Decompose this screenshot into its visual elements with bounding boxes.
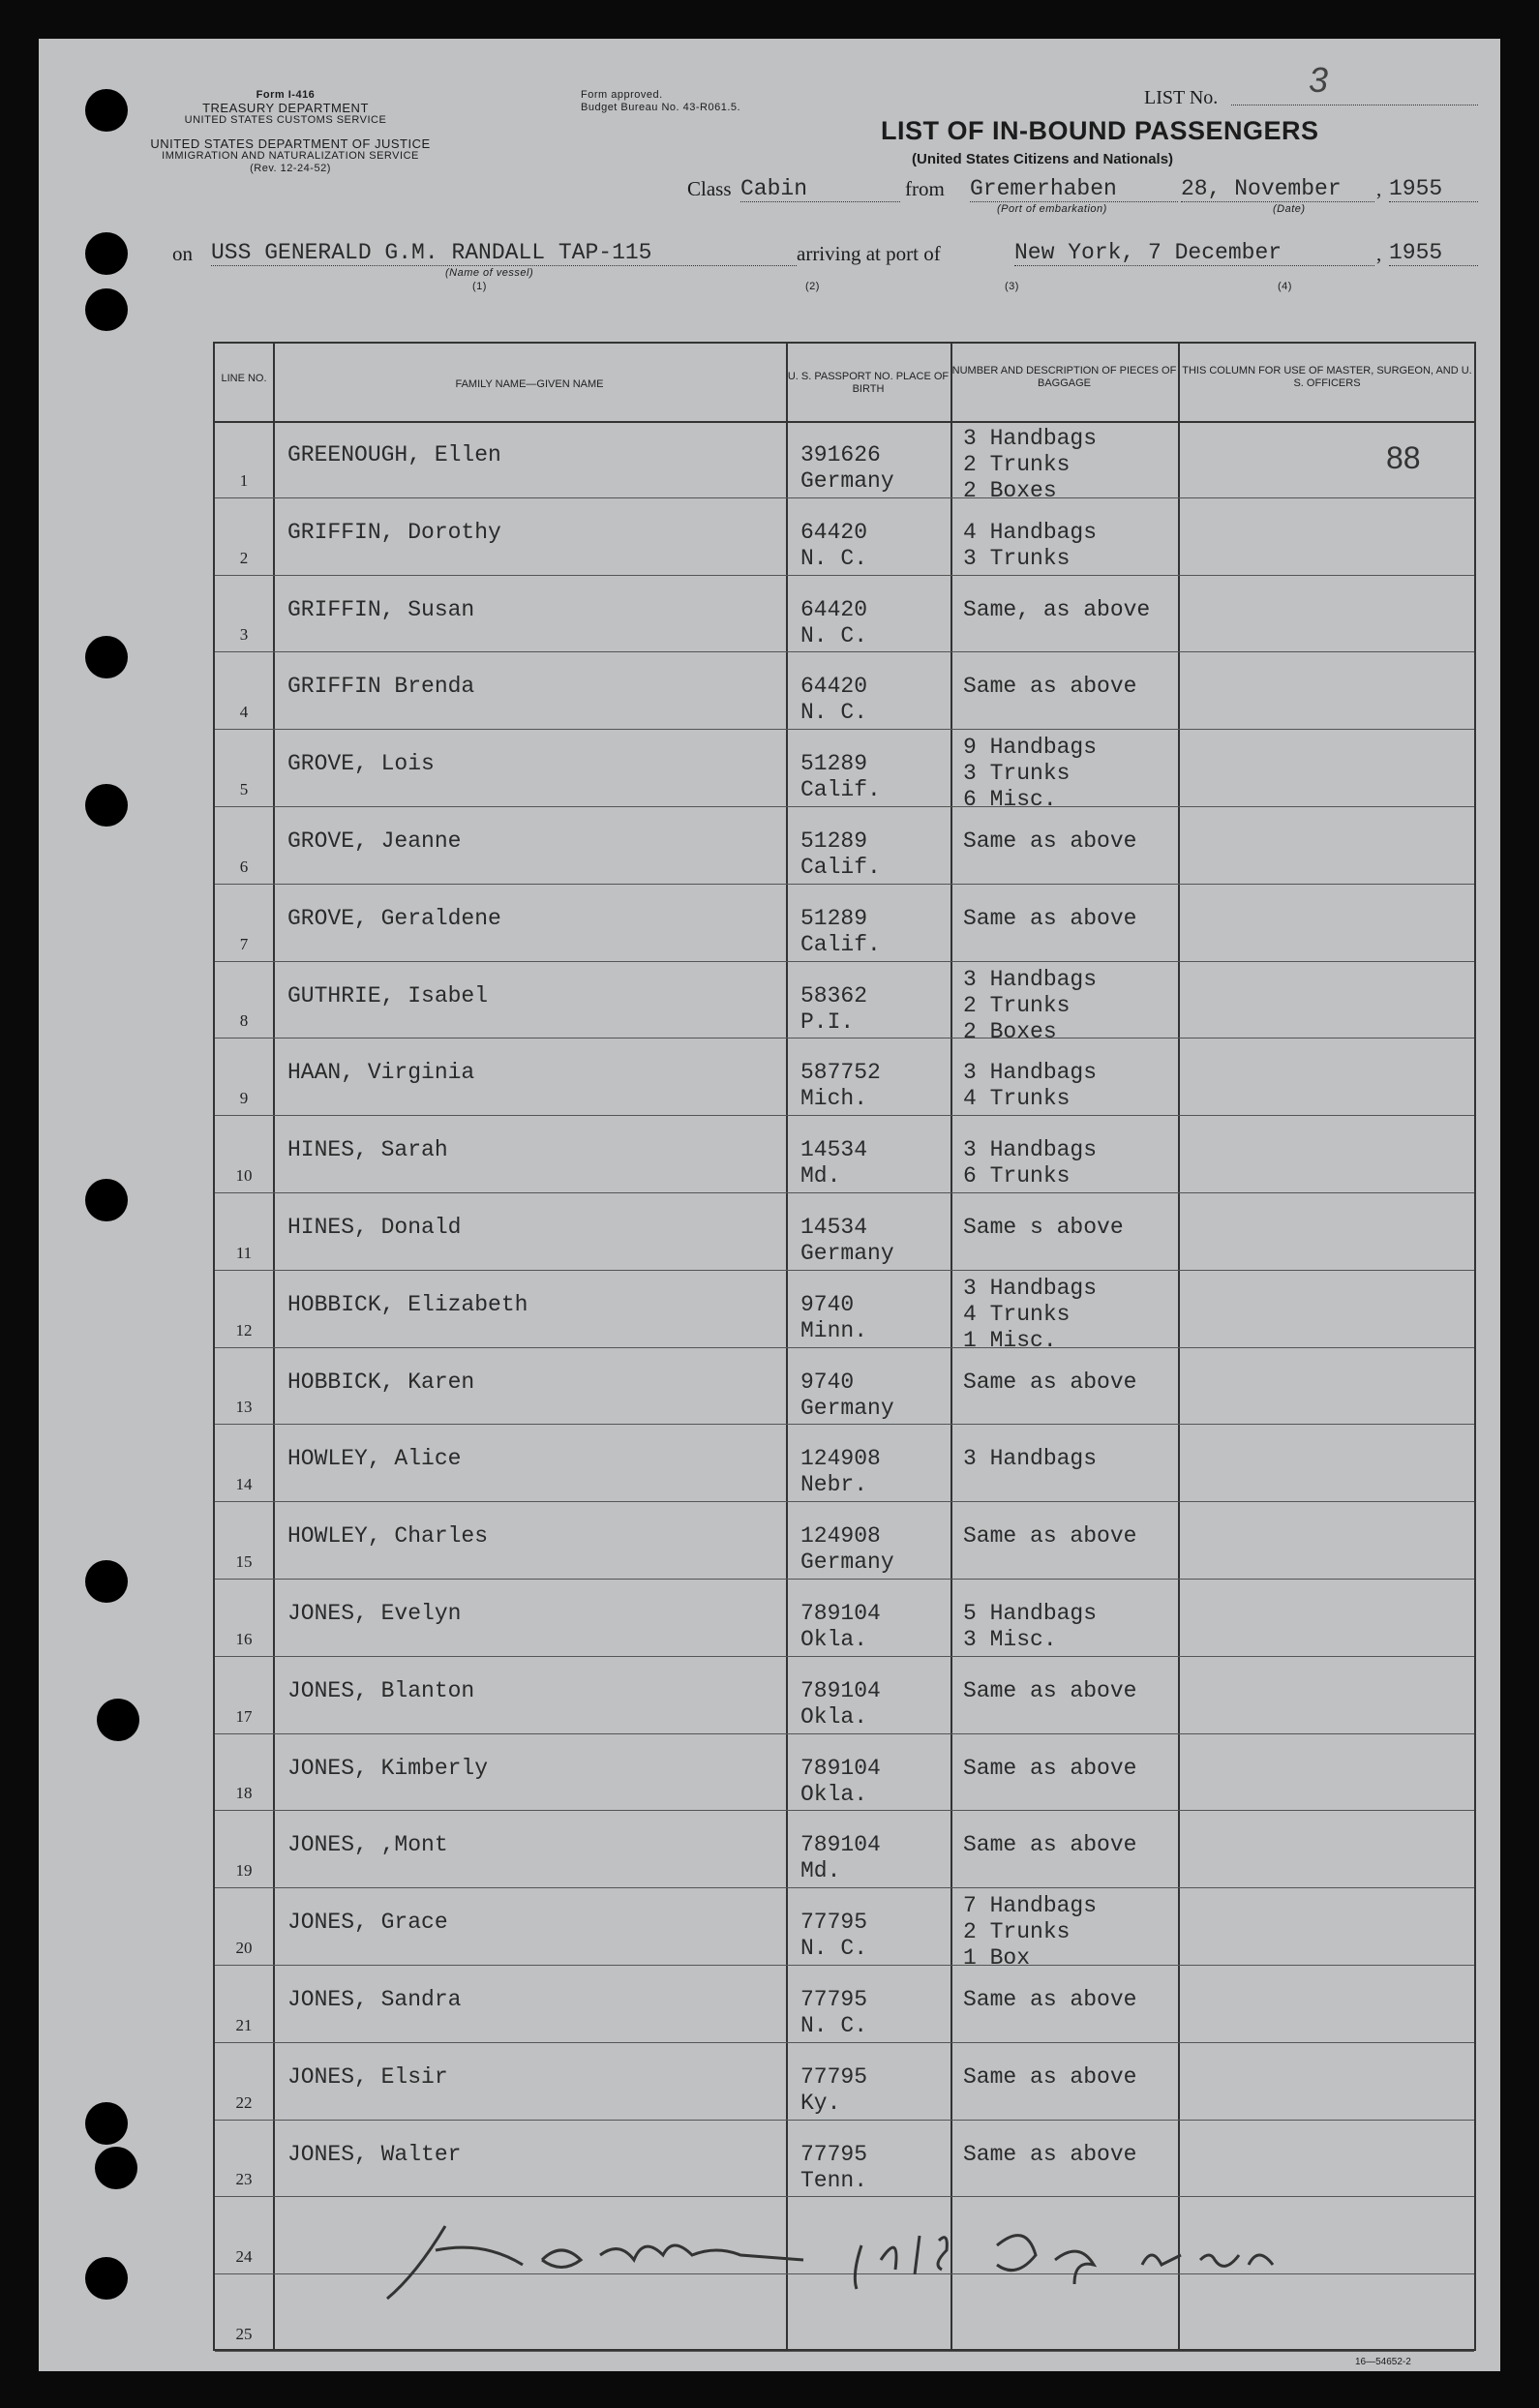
baggage-description — [963, 906, 1136, 932]
passport-birthplace — [800, 1601, 881, 1653]
table-row — [215, 1657, 1474, 1734]
passport-number: 77795 — [800, 2063, 868, 2090]
place-of-birth: Okla. — [800, 1627, 868, 1652]
document-subtitle: (United States Citizens and Nationals) — [912, 151, 1174, 167]
line-number: 15 — [235, 1551, 253, 1571]
line-number: 25 — [235, 2324, 253, 2343]
baggage-description — [963, 597, 1150, 623]
line-number: 16 — [235, 1629, 253, 1648]
baggage-description — [963, 735, 1097, 813]
passport-birthplace — [800, 1756, 881, 1808]
passport-number: 77795 — [800, 2141, 868, 2167]
passport-number: 14534 — [800, 1137, 868, 1163]
baggage-item: Same as above — [963, 1677, 1137, 1703]
line-number: 5 — [239, 779, 249, 798]
baggage-item: 2 Trunks — [963, 452, 1071, 477]
place-of-birth: Calif. — [800, 777, 881, 803]
passport-birthplace — [800, 751, 881, 803]
place-of-birth: N. C. — [800, 545, 868, 571]
line-number: 19 — [235, 1861, 253, 1881]
baggage-description — [963, 1370, 1136, 1396]
baggage-item: 4 Handbags — [963, 519, 1098, 545]
table-row — [215, 1425, 1474, 1502]
baggage-description — [963, 1523, 1136, 1550]
baggage-item: Same as above — [963, 905, 1137, 931]
baggage-item: 3 Handbags — [963, 1137, 1098, 1163]
place-of-birth: Minn. — [800, 1317, 868, 1343]
passport-number: 14534 — [800, 1215, 868, 1240]
line-number: 18 — [235, 1784, 253, 1803]
passport-birthplace — [800, 1292, 867, 1344]
place-of-birth: N. C. — [800, 1936, 868, 1962]
passenger-name: GROVE, Lois — [287, 751, 435, 777]
table-row — [215, 1580, 1474, 1657]
place-of-birth: Md. — [800, 1163, 841, 1189]
passport-birthplace — [800, 597, 867, 649]
table-row — [215, 1116, 1474, 1193]
col-index-2: (2) — [805, 281, 820, 292]
passenger-name: JONES, Elsir — [287, 2063, 448, 2090]
table-row — [215, 1193, 1474, 1271]
budget-bureau: Budget Bureau No. 43-R061.5. — [581, 102, 741, 113]
baggage-description — [963, 1678, 1136, 1704]
baggage-item: Same as above — [963, 1755, 1137, 1781]
print-code: 16—54652-2 — [1355, 2357, 1411, 2367]
line-number: 4 — [239, 703, 249, 722]
table-row — [215, 1888, 1474, 1972]
passport-birthplace — [800, 983, 867, 1036]
baggage-item: Same as above — [963, 674, 1137, 700]
passenger-name: HINES, Donald — [287, 1215, 462, 1240]
justice-department: UNITED STATES DEPARTMENT OF JUSTICE — [150, 136, 431, 151]
class-label: Class — [687, 177, 732, 200]
treasury-department: TREASURY DEPARTMENT — [202, 101, 369, 115]
table-row — [215, 1038, 1474, 1116]
passport-number: 64420 — [800, 596, 868, 622]
passenger-name: JONES, Walter — [287, 2141, 462, 2167]
passport-birthplace — [800, 442, 894, 495]
document-title: LIST OF IN-BOUND PASSENGERS — [881, 116, 1319, 145]
passenger-name: JONES, ,Mont — [287, 1832, 448, 1858]
baggage-item: Same as above — [963, 2141, 1137, 2167]
place-of-birth: Tenn. — [800, 2167, 868, 2193]
officer-signature — [377, 2207, 1442, 2313]
baggage-description — [963, 1987, 1136, 2013]
on-label: on — [172, 242, 193, 265]
passenger-name: GRIFFIN, Susan — [287, 596, 475, 622]
passport-birthplace — [800, 1910, 867, 1962]
baggage-item: Same as above — [963, 2063, 1137, 2090]
manifest-page — [39, 39, 1500, 2371]
place-of-birth: N. C. — [800, 700, 868, 726]
list-number-label: LIST No. — [1144, 87, 1219, 108]
baggage-item: 3 Handbags — [963, 1275, 1098, 1301]
place-of-birth: Nebr. — [800, 1472, 868, 1498]
passport-number: 789104 — [800, 1677, 881, 1703]
form-approved-block — [581, 89, 740, 114]
baggage-description — [963, 426, 1097, 504]
place-of-birth: Md. — [800, 1858, 841, 1884]
baggage-item: Same as above — [963, 1987, 1137, 2012]
baggage-item: 7 Handbags — [963, 1893, 1098, 1919]
form-revision: (Rev. 12-24-52) — [250, 163, 331, 174]
arriving-label: arriving at port of — [797, 242, 941, 265]
vessel-caption: (Name of vessel) — [445, 267, 534, 279]
baggage-item: 3 Handbags — [963, 426, 1098, 451]
col-header-baggage: NUMBER AND DESCRIPTION OF PIECES OF BAGGAGE — [951, 365, 1177, 389]
line-number: 20 — [235, 1938, 253, 1957]
place-of-birth: Germany — [800, 1395, 894, 1421]
baggage-description — [963, 520, 1097, 572]
line-number: 21 — [235, 2015, 253, 2034]
punch-hole — [85, 232, 128, 275]
passport-number: 77795 — [800, 1987, 868, 2012]
passenger-name: JONES, Sandra — [287, 1987, 462, 2012]
year-comma: , — [1376, 177, 1382, 200]
line-number: 22 — [235, 2092, 253, 2112]
passport-birthplace — [800, 1137, 867, 1189]
baggage-item: 2 Boxes — [963, 478, 1057, 503]
baggage-item: 4 Trunks — [963, 1301, 1071, 1327]
baggage-item: 6 Trunks — [963, 1163, 1071, 1189]
baggage-item: 3 Trunks — [963, 761, 1071, 787]
punch-hole — [97, 1699, 139, 1741]
col-header-line-no: LINE NO. — [221, 373, 267, 384]
table-row — [215, 1966, 1474, 2043]
passport-number: 391626 — [800, 442, 881, 467]
place-of-birth: Ky. — [800, 2090, 841, 2116]
punch-hole — [85, 636, 128, 678]
baggage-item: 6 Misc. — [963, 787, 1057, 813]
place-of-birth: Mich. — [800, 1086, 868, 1112]
baggage-item: Same as above — [963, 1369, 1137, 1395]
passport-number: 789104 — [800, 1601, 881, 1626]
line-number: 24 — [235, 2247, 253, 2267]
baggage-description — [963, 1137, 1097, 1189]
baggage-item: 4 Trunks — [963, 1086, 1071, 1112]
punch-hole — [85, 89, 128, 132]
passenger-name: HOBBICK, Karen — [287, 1369, 475, 1395]
line-number: 1 — [239, 470, 249, 490]
baggage-description — [963, 1601, 1097, 1653]
table-row — [215, 1271, 1474, 1353]
embarkation-port: Gremerhaben — [970, 176, 1178, 202]
passport-birthplace — [800, 1446, 881, 1498]
form-header-left — [140, 89, 431, 127]
col-index-3: (3) — [1005, 281, 1019, 292]
table-row — [215, 1348, 1474, 1426]
passport-number: 77795 — [800, 1910, 868, 1936]
passport-number: 9740 — [800, 1291, 855, 1317]
line-number: 17 — [235, 1706, 253, 1726]
line-number: 14 — [235, 1475, 253, 1494]
baggage-item: 2 Trunks — [963, 1919, 1071, 1945]
table-row — [215, 807, 1474, 885]
port-embarkation-caption: (Port of embarkation) — [997, 203, 1107, 215]
baggage-item: 3 Handbags — [963, 1446, 1098, 1472]
officer-note: 88 — [1386, 440, 1421, 475]
passport-number: 587752 — [800, 1060, 881, 1086]
table-row — [215, 576, 1474, 653]
baggage-description — [963, 2064, 1136, 2091]
passenger-table — [213, 342, 1476, 2351]
class-value: Cabin — [740, 176, 900, 202]
table-row — [215, 2043, 1474, 2121]
line-number: 12 — [235, 1320, 253, 1339]
baggage-description — [963, 1756, 1136, 1782]
arrival-year: 1955 — [1389, 240, 1478, 266]
baggage-item: 3 Handbags — [963, 1060, 1098, 1086]
punch-hole — [95, 2147, 137, 2189]
baggage-item: Same as above — [963, 1832, 1137, 1858]
table-row — [215, 1502, 1474, 1580]
table-row — [215, 421, 1474, 503]
passport-number: 789104 — [800, 1832, 881, 1858]
passport-birthplace — [800, 1370, 894, 1422]
passenger-name: GREENOUGH, Ellen — [287, 442, 501, 467]
form-number: Form I-416 — [256, 89, 316, 101]
table-row — [215, 652, 1474, 730]
col-header-name: FAMILY NAME—GIVEN NAME — [455, 378, 604, 390]
table-row — [215, 730, 1474, 813]
list-number-value: 3 — [1309, 60, 1329, 100]
place-of-birth: Germany — [800, 1241, 894, 1266]
customs-service: UNITED STATES CUSTOMS SERVICE — [184, 114, 387, 126]
baggage-description — [963, 967, 1097, 1045]
line-number: 9 — [239, 1089, 249, 1108]
baggage-description — [963, 828, 1136, 855]
from-label: from — [905, 177, 945, 200]
form-approved: Form approved. — [581, 89, 663, 101]
punch-hole — [85, 288, 128, 331]
baggage-item: Same s above — [963, 1215, 1124, 1240]
embarkation-date: 28, November — [1181, 176, 1374, 202]
baggage-item: 5 Handbags — [963, 1601, 1098, 1626]
arrival-year-comma: , — [1376, 242, 1382, 265]
place-of-birth: N. C. — [800, 2013, 868, 2038]
passport-birthplace — [800, 520, 867, 572]
baggage-item: 1 Box — [963, 1945, 1031, 1972]
passenger-name: HAAN, Virginia — [287, 1060, 475, 1086]
passport-birthplace — [800, 828, 881, 881]
baggage-description — [963, 1215, 1124, 1241]
baggage-description — [963, 1446, 1097, 1472]
passenger-name: HOWLEY, Alice — [287, 1446, 462, 1472]
passport-birthplace — [800, 1832, 881, 1884]
line-number: 8 — [239, 1011, 249, 1031]
table-row — [215, 1811, 1474, 1888]
baggage-item: Same as above — [963, 828, 1137, 854]
baggage-item: 2 Boxes — [963, 1018, 1057, 1044]
baggage-item: 3 Handbags — [963, 966, 1098, 992]
passenger-name: GROVE, Jeanne — [287, 828, 462, 854]
passenger-name: JONES, Grace — [287, 1910, 448, 1936]
place-of-birth: Calif. — [800, 931, 881, 957]
date-caption: (Date) — [1273, 203, 1306, 215]
baggage-item: Same as above — [963, 1523, 1137, 1550]
baggage-item: 3 Trunks — [963, 545, 1071, 571]
passport-birthplace — [800, 1523, 894, 1576]
col-header-officers: THIS COLUMN FOR USE OF MASTER, SURGEON, AND U. S. OFFICERS — [1182, 365, 1472, 389]
passenger-name: JONES, Evelyn — [287, 1601, 462, 1626]
passenger-name: HINES, Sarah — [287, 1137, 448, 1163]
passport-number: 9740 — [800, 1369, 855, 1395]
passenger-name: GRIFFIN, Dorothy — [287, 519, 501, 545]
vessel-name: USS GENERALD G.M. RANDALL TAP-115 — [211, 240, 797, 266]
passport-number: 51289 — [800, 751, 868, 777]
col-index-1: (1) — [472, 281, 487, 292]
table-row — [215, 885, 1474, 962]
table-row — [215, 1734, 1474, 1812]
passport-number: 64420 — [800, 519, 868, 545]
passport-birthplace — [800, 906, 881, 958]
passenger-name: GRIFFIN Brenda — [287, 674, 475, 700]
passport-number: 64420 — [800, 674, 868, 700]
line-number: 6 — [239, 857, 249, 876]
place-of-birth: Germany — [800, 1550, 894, 1576]
passport-number: 789104 — [800, 1755, 881, 1781]
baggage-item: Same, as above — [963, 596, 1151, 622]
baggage-item: 2 Trunks — [963, 992, 1071, 1018]
baggage-item: 9 Handbags — [963, 735, 1098, 761]
passenger-name: JONES, Kimberly — [287, 1755, 489, 1781]
passport-birthplace — [800, 1215, 894, 1267]
passport-birthplace — [800, 2064, 867, 2117]
line-number: 7 — [239, 934, 249, 953]
line-number: 10 — [235, 1165, 253, 1185]
passport-birthplace — [800, 1987, 867, 2039]
punch-hole — [85, 1179, 128, 1221]
passenger-name: HOWLEY, Charles — [287, 1523, 489, 1550]
punch-hole — [85, 2257, 128, 2300]
place-of-birth: N. C. — [800, 622, 868, 648]
baggage-description — [963, 1832, 1136, 1858]
place-of-birth: Okla. — [800, 1703, 868, 1730]
table-row — [215, 2121, 1474, 2198]
line-number: 2 — [239, 548, 249, 567]
line-number: 11 — [235, 1243, 253, 1262]
place-of-birth: Germany — [800, 468, 894, 494]
baggage-description — [963, 1276, 1097, 1354]
passenger-name: GUTHRIE, Isabel — [287, 982, 489, 1008]
passport-number: 58362 — [800, 982, 868, 1008]
baggage-item: 1 Misc. — [963, 1327, 1057, 1353]
table-row — [215, 962, 1474, 1044]
embarkation-year: 1955 — [1389, 176, 1478, 202]
col-header-passport: U. S. PASSPORT NO. PLACE OF BIRTH — [787, 371, 950, 395]
col-index-4: (4) — [1278, 281, 1292, 292]
place-of-birth: P.I. — [800, 1008, 855, 1035]
passport-birthplace — [800, 1060, 881, 1112]
baggage-description — [963, 2142, 1136, 2168]
table-row — [215, 498, 1474, 576]
baggage-item: 3 Misc. — [963, 1627, 1057, 1652]
passenger-name: HOBBICK, Elizabeth — [287, 1291, 528, 1317]
place-of-birth: Calif. — [800, 855, 881, 880]
line-number: 23 — [235, 2170, 253, 2189]
punch-hole — [85, 2102, 128, 2145]
justice-block — [97, 137, 484, 175]
passport-number: 51289 — [800, 828, 868, 854]
punch-hole — [85, 784, 128, 827]
passport-number: 124908 — [800, 1523, 881, 1550]
place-of-birth: Okla. — [800, 1781, 868, 1807]
immigration-service: IMMIGRATION AND NATURALIZATION SERVICE — [162, 150, 419, 162]
passport-birthplace — [800, 1678, 881, 1731]
passport-number: 124908 — [800, 1446, 881, 1472]
passenger-name: JONES, Blanton — [287, 1677, 475, 1703]
passport-birthplace — [800, 674, 867, 726]
arrival-port-date: New York, 7 December — [1014, 240, 1374, 266]
line-number: 3 — [239, 625, 249, 645]
baggage-description — [963, 674, 1136, 700]
list-number-field — [1231, 60, 1478, 105]
baggage-description — [963, 1060, 1097, 1112]
passport-number: 51289 — [800, 905, 868, 931]
passenger-name: GROVE, Geraldene — [287, 905, 501, 931]
baggage-description — [963, 1893, 1097, 1972]
line-number: 13 — [235, 1398, 253, 1417]
punch-hole — [85, 1560, 128, 1603]
passport-birthplace — [800, 2142, 867, 2194]
